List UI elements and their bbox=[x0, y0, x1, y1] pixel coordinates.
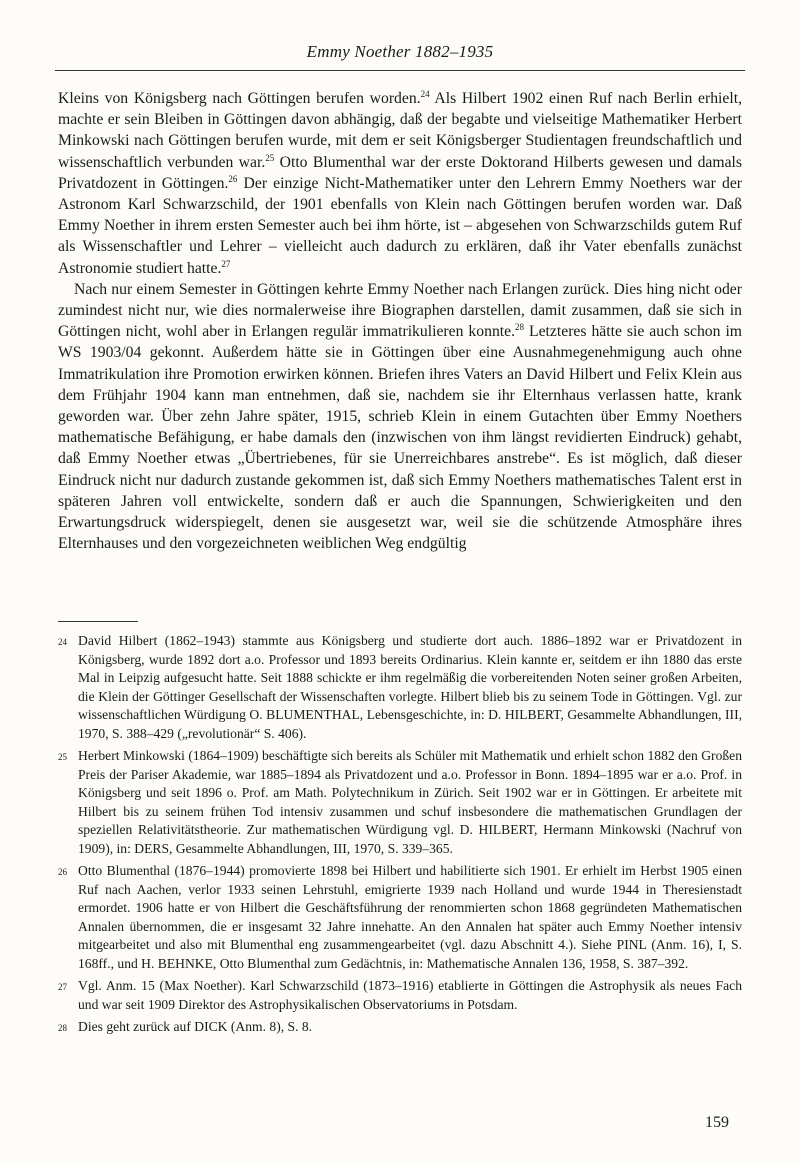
footnote-number: 28 bbox=[58, 1023, 67, 1033]
footnote-ref: 24 bbox=[420, 89, 430, 99]
header-rule bbox=[55, 70, 745, 71]
footnote-24 bbox=[58, 632, 742, 743]
footnote-27 bbox=[58, 977, 742, 1014]
paragraph-1: Kleins von Königsberg nach Göttingen berufen worden.$^{24}$ Als Hilbert 1902 einen Ruf nach Berlin erhielt, machte er sein Bleiben in Göttingen davon abhängig, daß der begabte und vielseitige Mathematiker Herbert Minkowski nach Göttingen berufen wurde, mit dem er seit Königsberger Studientagen freundschaftlich und wissenschaftlich verbunden war.$^{25}$ Otto Blumenthal war der erste Doktorand Hilberts gewesen und damals Privatdozent in Göttingen.$^{26}$ Der einzige Nicht-Mathematiker unter den Lehrern Emmy Noethers war der Astronom Karl Schwarzschild, der 1901 ebenfalls von Klein nach Göttingen berufen worden war. Daß Emmy Noether in ihrem ersten Semester auch bei ihm hörte, ist – abgesehen von Schwarzschilds gutem Ruf als Wissenschaftler und Lehrer – vielleicht auch dadurch zu erklären, daß ihr Vater ebenfalls zunächst Astronomie studiert hatte.$^{27}$ bbox=[58, 89, 743, 277]
page-number: 159 bbox=[705, 1114, 729, 1131]
footnote-rule bbox=[58, 621, 138, 622]
body-text bbox=[58, 88, 742, 554]
footnote-number: 26 bbox=[58, 867, 67, 877]
footnote-ref: 28 bbox=[515, 322, 525, 333]
running-head: Emmy Noether 1882–1935 bbox=[306, 42, 494, 61]
footnotes bbox=[58, 632, 742, 1042]
footnote-text: Dies geht zurück auf DICK (Anm. 8), S. 8. bbox=[78, 1019, 313, 1034]
footnote-26 bbox=[58, 862, 742, 973]
footnote-text: Otto Blumenthal (1876–1944) promovierte 1898 bei Hilbert und habilitierte sich 1901. Er erhielt im Herbst 1905 einen Ruf nach Aachen, verlor 1933 seinen Lehrstuhl, emigrierte 1939 nach Holland und wurde 1944 in Theresienstadt ermordet. 1906 hatte er von Hilbert die Geschäftsführung der renommierten schon 1868 gegründeten Mathematischen Annalen übernommen, die er insgesamt 32 Jahre innehatte. An den Annalen hat später auch Emmy Noether intensiv mitgearbeitet und also mit Blumenthal eng zusammengearbeitet (vgl. dazu Abschnitt 4.). Siehe PINL (Anm. 16), I, S. 168ff., und H. BEHNKE, Otto Blumenthal zum Gedächtnis, in: Mathematische Annalen 136, 1958, S. 387–392. bbox=[78, 863, 742, 971]
footnote-25 bbox=[58, 747, 742, 858]
footnote-number: 24 bbox=[58, 637, 67, 647]
paragraph-2: Nach nur einem Semester in Göttingen kehrte Emmy Noether nach Erlangen zurück. Dies hing nicht oder zumindest nicht nur, wie dies normalerweise ihre Biographen darstellen, damit zusammen, daß sie sich in Göttingen nicht, wohl aber in Erlangen regulär immatrikulieren konnte.$^{28}$ Letzteres hätte sie auch schon im WS 1903/04 gekonnt. Außerdem hätte sie in Göttingen über eine Ausnahmegenehmigung auch ohne Immatrikulation ihre Promotion erwirken können. Briefen ihres Vaters an David Hilbert und Felix Klein aus dem Frühjahr 1904 kann man entnehmen, daß sie, nachdem sie ihr Elternhaus verlassen hatte, krank geworden war. Über zehn Jahre später, 1915, schrieb Klein in einem Gutachten über Emmy Noethers mathematische Befähigung, er habe damals den (inzwischen von ihm längst revidierten Eindruck) gehabt, daß Emmy Noether etwas „Übertriebenes, für sie Unerreichbares anstrebe“. Es ist möglich, daß dieser Eindruck nicht nur dadurch zustande gekommen ist, daß sich Emmy Noethers mathematisches Talent erst in späteren Jahren voll entwickelte, sondern daß er auch die Spannungen, Schwierigkeiten und den Erwartungsdruck widerspiegelt, denen sie ausgesetzt war, weil sie die schützende Atmosphäre ihres Elternhauses und den vorgezeichneten weiblichen Weg endgültig bbox=[58, 280, 742, 553]
footnote-ref: 25 bbox=[265, 152, 275, 163]
footnote-ref: 27 bbox=[221, 258, 231, 269]
footnote-number: 25 bbox=[58, 752, 67, 762]
footnote-ref: 26 bbox=[228, 173, 238, 184]
footnote-number: 27 bbox=[58, 982, 67, 992]
footnote-28 bbox=[58, 1018, 742, 1038]
footnote-text: David Hilbert (1862–1943) stammte aus Königsberg und studierte dort auch. 1886–1892 war er Privatdozent in Königsberg, wurde 1892 dort a.o. Professor und 1893 bereits Ordinarius. Klein kannte er, seitdem er ihn 1880 das erste Mal in Leipzig aufgesucht hatte. Seit 1888 schickte er ihm regelmäßig die vorbereitenden Noten seiner großen Arbeiten, die Klein der Göttinger Gesellschaft der Wissenschaften vorlegte. Hilbert blieb bis zu seinem Tode in Göttingen. Vgl. zur wissenschaftlichen Würdigung O. BLUMENTHAL, Lebensgeschichte, in: D. HILBERT, Gesammelte Abhandlungen, III, 1970, S. 388–429 („revolutionär“ S. 406). bbox=[78, 633, 742, 741]
footnote-text: Vgl. Anm. 15 (Max Noether). Karl Schwarzschild (1873–1916) etablierte in Göttingen die Astrophysik als neues Fach und war seit 1909 Direktor des Astrophysikalischen Observatoriums in Potsdam. bbox=[78, 978, 742, 1012]
footnote-text: Herbert Minkowski (1864–1909) beschäftigte sich bereits als Schüler mit Mathematik und erhielt schon 1882 den Großen Preis der Pariser Akademie, war 1885–1894 als Privatdozent und a.o. Professor in Bonn. 1894–1895 war er a.o. Prof. in Königsberg und seit 1896 o. Prof. am Math. Polytechnikum in Zürich. Seit 1902 war er in Göttingen. Er arbeitete mit Hilbert bis zu seinem frühen Tod intensiv zusammen und schuf insbesondere die mathematischen Grundlagen der speziellen Relativitätstheorie. Zur mathematischen Würdigung vgl. D. HILBERT, Hermann Minkowski (Nachruf von 1909), in: DERS, Gesammelte Abhandlungen, III, 1970, S. 339–365. bbox=[78, 748, 742, 856]
